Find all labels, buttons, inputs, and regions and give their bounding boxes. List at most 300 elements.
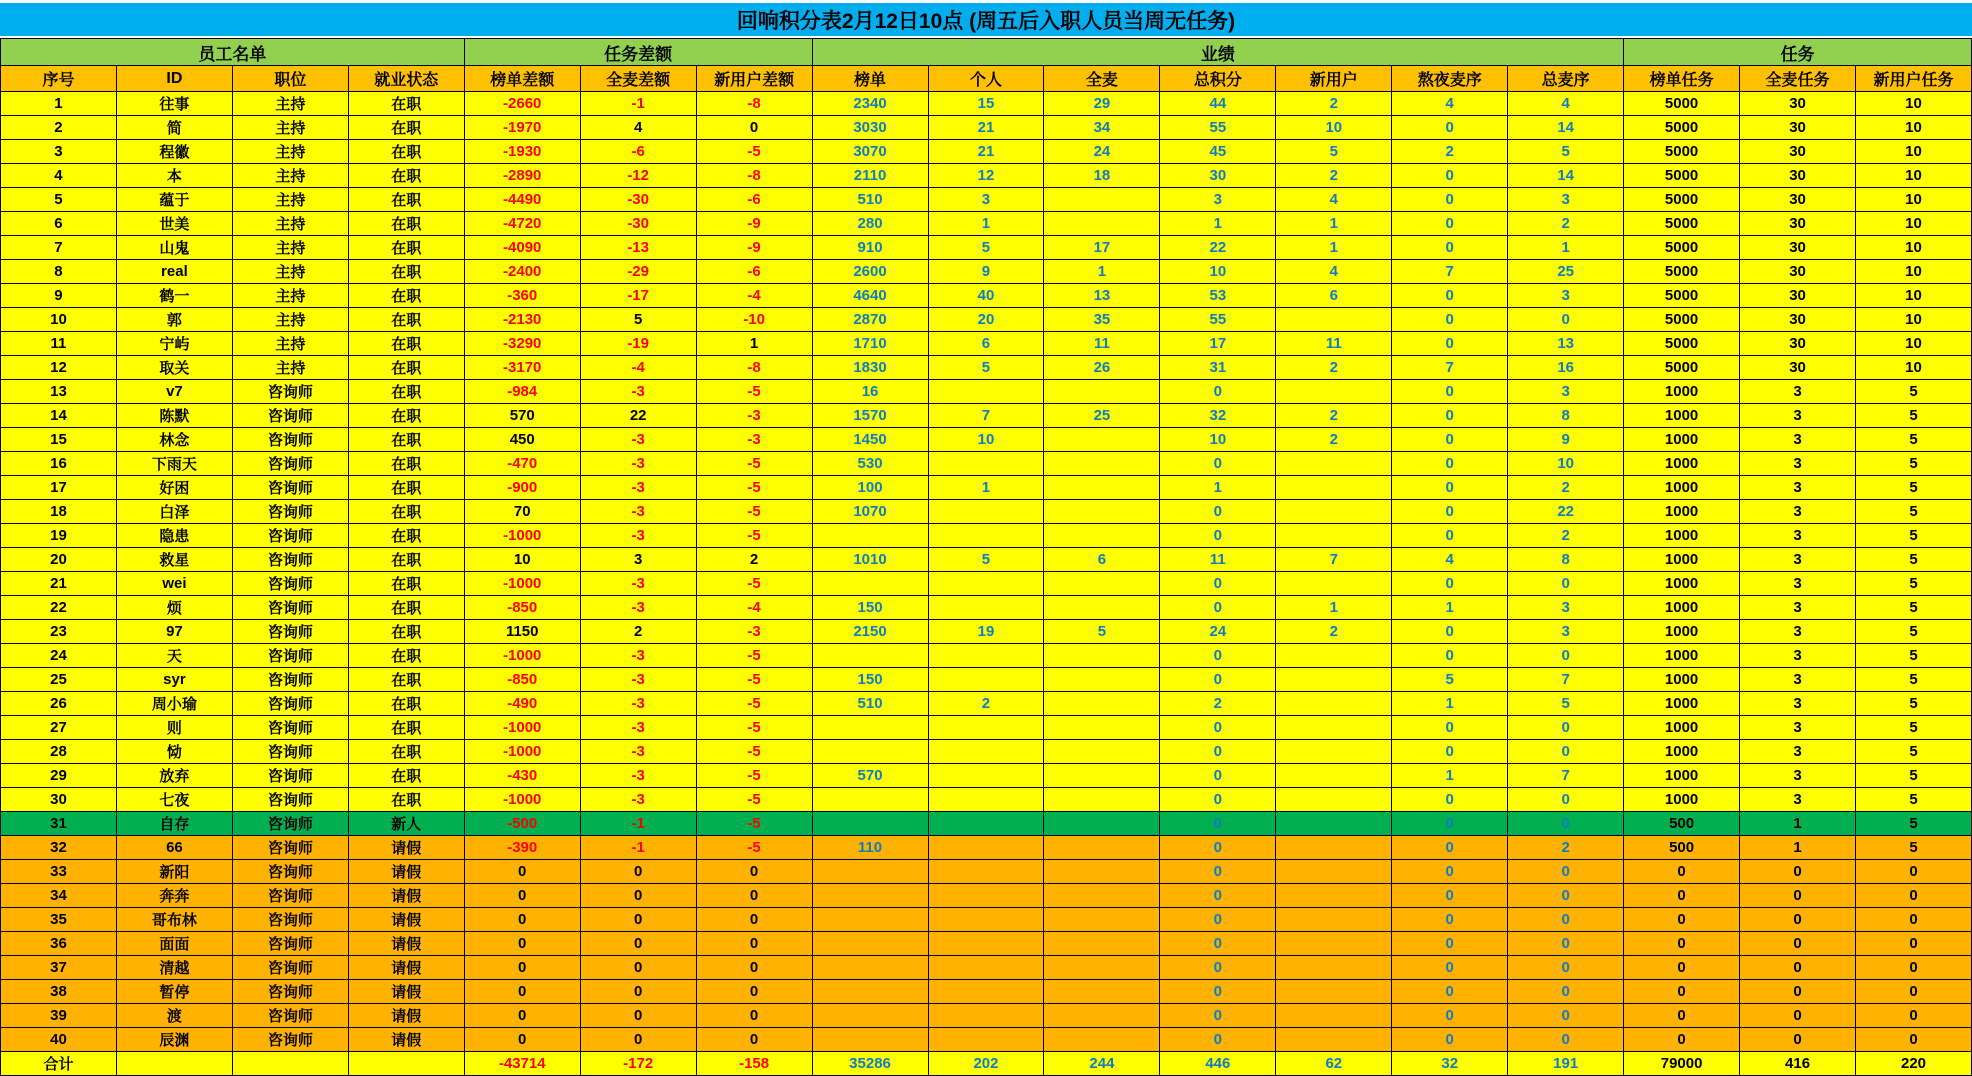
cell-16-list-diff[interactable]: -470 [464, 452, 580, 476]
cell-28-position[interactable]: 咨询师 [232, 740, 348, 764]
cell-22-newuser-diff[interactable]: -4 [696, 596, 812, 620]
cell-10-newuser-task[interactable]: 10 [1856, 308, 1972, 332]
cell-1-position[interactable]: 主持 [232, 92, 348, 116]
cell-18-newuser[interactable] [1276, 500, 1392, 524]
cell-20-list-diff[interactable]: 10 [464, 548, 580, 572]
cell-14-newuser-diff[interactable]: -3 [696, 404, 812, 428]
cell-40-latenight-mic[interactable]: 0 [1392, 1028, 1508, 1052]
cell-27-newuser-task[interactable]: 5 [1856, 716, 1972, 740]
cell-32-allmic[interactable] [1044, 836, 1160, 860]
cell-4-list[interactable]: 2110 [812, 164, 928, 188]
cell-17-newuser-task[interactable]: 5 [1856, 476, 1972, 500]
cell-8-allmic-task[interactable]: 30 [1740, 260, 1856, 284]
cell-34-list[interactable] [812, 884, 928, 908]
cell-12-allmic-task[interactable]: 30 [1740, 356, 1856, 380]
cell-3-allmic-task[interactable]: 30 [1740, 140, 1856, 164]
cell-6-allmic-task[interactable]: 30 [1740, 212, 1856, 236]
cell-28-personal[interactable] [928, 740, 1044, 764]
cell-38-allmic[interactable] [1044, 980, 1160, 1004]
cell-4-latenight-mic[interactable]: 0 [1392, 164, 1508, 188]
cell-38-position[interactable]: 咨询师 [232, 980, 348, 1004]
cell-40-newuser-task[interactable]: 0 [1856, 1028, 1972, 1052]
cell-3-list[interactable]: 3070 [812, 140, 928, 164]
cell-39-index[interactable]: 39 [1, 1004, 117, 1028]
cell-34-status[interactable]: 请假 [348, 884, 464, 908]
cell-39-id[interactable]: 渡 [116, 1004, 232, 1028]
cell-1-newuser-task[interactable]: 10 [1856, 92, 1972, 116]
cell-26-total-points[interactable]: 2 [1160, 692, 1276, 716]
cell-6-newuser-diff[interactable]: -9 [696, 212, 812, 236]
cell-27-latenight-mic[interactable]: 0 [1392, 716, 1508, 740]
cell-14-allmic-task[interactable]: 3 [1740, 404, 1856, 428]
cell-30-status[interactable]: 在职 [348, 788, 464, 812]
cell-19-id[interactable]: 隐患 [116, 524, 232, 548]
cell-37-position[interactable]: 咨询师 [232, 956, 348, 980]
cell-10-personal[interactable]: 20 [928, 308, 1044, 332]
cell-30-allmic[interactable] [1044, 788, 1160, 812]
cell-28-list-diff[interactable]: -1000 [464, 740, 580, 764]
cell-5-list-diff[interactable]: -4490 [464, 188, 580, 212]
cell-33-status[interactable]: 请假 [348, 860, 464, 884]
cell-34-list-task[interactable]: 0 [1624, 884, 1740, 908]
cell-total-position[interactable] [232, 1052, 348, 1076]
cell-13-allmic-task[interactable]: 3 [1740, 380, 1856, 404]
cell-21-index[interactable]: 21 [1, 572, 117, 596]
cell-27-list-task[interactable]: 1000 [1624, 716, 1740, 740]
cell-30-position[interactable]: 咨询师 [232, 788, 348, 812]
cell-total-newuser[interactable]: 62 [1276, 1052, 1392, 1076]
cell-28-total-mic[interactable]: 0 [1508, 740, 1624, 764]
cell-21-total-points[interactable]: 0 [1160, 572, 1276, 596]
cell-26-newuser-task[interactable]: 5 [1856, 692, 1972, 716]
cell-22-personal[interactable] [928, 596, 1044, 620]
cell-2-allmic[interactable]: 34 [1044, 116, 1160, 140]
cell-17-latenight-mic[interactable]: 0 [1392, 476, 1508, 500]
cell-25-status[interactable]: 在职 [348, 668, 464, 692]
cell-14-personal[interactable]: 7 [928, 404, 1044, 428]
cell-35-personal[interactable] [928, 908, 1044, 932]
cell-26-index[interactable]: 26 [1, 692, 117, 716]
cell-2-personal[interactable]: 21 [928, 116, 1044, 140]
cell-6-newuser-task[interactable]: 10 [1856, 212, 1972, 236]
cell-total-latenight-mic[interactable]: 32 [1392, 1052, 1508, 1076]
cell-11-allmic-diff[interactable]: -19 [580, 332, 696, 356]
cell-22-allmic-task[interactable]: 3 [1740, 596, 1856, 620]
cell-19-allmic-diff[interactable]: -3 [580, 524, 696, 548]
cell-34-newuser-diff[interactable]: 0 [696, 884, 812, 908]
cell-3-list-task[interactable]: 5000 [1624, 140, 1740, 164]
cell-13-total-mic[interactable]: 3 [1508, 380, 1624, 404]
cell-13-status[interactable]: 在职 [348, 380, 464, 404]
cell-35-list-diff[interactable]: 0 [464, 908, 580, 932]
cell-2-list[interactable]: 3030 [812, 116, 928, 140]
cell-35-allmic-task[interactable]: 0 [1740, 908, 1856, 932]
cell-31-list[interactable] [812, 812, 928, 836]
cell-36-index[interactable]: 36 [1, 932, 117, 956]
cell-5-position[interactable]: 主持 [232, 188, 348, 212]
cell-32-allmic-diff[interactable]: -1 [580, 836, 696, 860]
cell-3-index[interactable]: 3 [1, 140, 117, 164]
cell-33-list[interactable] [812, 860, 928, 884]
cell-24-total-mic[interactable]: 0 [1508, 644, 1624, 668]
cell-17-status[interactable]: 在职 [348, 476, 464, 500]
cell-34-total-points[interactable]: 0 [1160, 884, 1276, 908]
cell-8-personal[interactable]: 9 [928, 260, 1044, 284]
cell-28-list-task[interactable]: 1000 [1624, 740, 1740, 764]
cell-31-allmic[interactable] [1044, 812, 1160, 836]
cell-12-list-task[interactable]: 5000 [1624, 356, 1740, 380]
cell-1-allmic[interactable]: 29 [1044, 92, 1160, 116]
cell-4-newuser-task[interactable]: 10 [1856, 164, 1972, 188]
cell-22-list-task[interactable]: 1000 [1624, 596, 1740, 620]
cell-4-newuser[interactable]: 2 [1276, 164, 1392, 188]
cell-31-allmic-task[interactable]: 1 [1740, 812, 1856, 836]
cell-11-status[interactable]: 在职 [348, 332, 464, 356]
cell-12-newuser-task[interactable]: 10 [1856, 356, 1972, 380]
cell-4-status[interactable]: 在职 [348, 164, 464, 188]
cell-total-allmic-diff[interactable]: -172 [580, 1052, 696, 1076]
cell-36-status[interactable]: 请假 [348, 932, 464, 956]
cell-3-newuser-task[interactable]: 10 [1856, 140, 1972, 164]
cell-14-allmic-diff[interactable]: 22 [580, 404, 696, 428]
cell-27-position[interactable]: 咨询师 [232, 716, 348, 740]
cell-30-allmic-diff[interactable]: -3 [580, 788, 696, 812]
cell-11-allmic-task[interactable]: 30 [1740, 332, 1856, 356]
cell-30-list-diff[interactable]: -1000 [464, 788, 580, 812]
cell-3-allmic[interactable]: 24 [1044, 140, 1160, 164]
cell-10-index[interactable]: 10 [1, 308, 117, 332]
cell-27-allmic[interactable] [1044, 716, 1160, 740]
cell-35-newuser[interactable] [1276, 908, 1392, 932]
cell-11-list-task[interactable]: 5000 [1624, 332, 1740, 356]
cell-total-index[interactable]: 合计 [1, 1052, 117, 1076]
cell-25-list[interactable]: 150 [812, 668, 928, 692]
cell-29-index[interactable]: 29 [1, 764, 117, 788]
cell-23-list-diff[interactable]: 1150 [464, 620, 580, 644]
cell-6-latenight-mic[interactable]: 0 [1392, 212, 1508, 236]
cell-2-newuser-task[interactable]: 10 [1856, 116, 1972, 140]
cell-29-latenight-mic[interactable]: 1 [1392, 764, 1508, 788]
cell-15-personal[interactable]: 10 [928, 428, 1044, 452]
cell-40-allmic[interactable] [1044, 1028, 1160, 1052]
cell-28-allmic[interactable] [1044, 740, 1160, 764]
cell-21-id[interactable]: wei [116, 572, 232, 596]
cell-23-allmic[interactable]: 5 [1044, 620, 1160, 644]
cell-24-list-diff[interactable]: -1000 [464, 644, 580, 668]
cell-total-id[interactable] [116, 1052, 232, 1076]
cell-38-newuser-task[interactable]: 0 [1856, 980, 1972, 1004]
cell-31-newuser[interactable] [1276, 812, 1392, 836]
cell-28-status[interactable]: 在职 [348, 740, 464, 764]
cell-29-position[interactable]: 咨询师 [232, 764, 348, 788]
cell-33-list-diff[interactable]: 0 [464, 860, 580, 884]
cell-10-total-points[interactable]: 55 [1160, 308, 1276, 332]
cell-25-newuser-task[interactable]: 5 [1856, 668, 1972, 692]
cell-16-list[interactable]: 530 [812, 452, 928, 476]
cell-14-position[interactable]: 咨询师 [232, 404, 348, 428]
cell-9-status[interactable]: 在职 [348, 284, 464, 308]
cell-20-index[interactable]: 20 [1, 548, 117, 572]
cell-29-personal[interactable] [928, 764, 1044, 788]
cell-40-status[interactable]: 请假 [348, 1028, 464, 1052]
cell-32-personal[interactable] [928, 836, 1044, 860]
cell-18-allmic-diff[interactable]: -3 [580, 500, 696, 524]
cell-39-status[interactable]: 请假 [348, 1004, 464, 1028]
cell-18-total-points[interactable]: 0 [1160, 500, 1276, 524]
cell-23-index[interactable]: 23 [1, 620, 117, 644]
cell-33-total-mic[interactable]: 0 [1508, 860, 1624, 884]
cell-1-total-mic[interactable]: 4 [1508, 92, 1624, 116]
cell-37-total-points[interactable]: 0 [1160, 956, 1276, 980]
cell-16-newuser-task[interactable]: 5 [1856, 452, 1972, 476]
cell-22-index[interactable]: 22 [1, 596, 117, 620]
cell-35-total-points[interactable]: 0 [1160, 908, 1276, 932]
cell-8-allmic[interactable]: 1 [1044, 260, 1160, 284]
cell-17-allmic[interactable] [1044, 476, 1160, 500]
cell-13-list[interactable]: 16 [812, 380, 928, 404]
cell-3-allmic-diff[interactable]: -6 [580, 140, 696, 164]
cell-35-total-mic[interactable]: 0 [1508, 908, 1624, 932]
cell-37-total-mic[interactable]: 0 [1508, 956, 1624, 980]
cell-6-list[interactable]: 280 [812, 212, 928, 236]
cell-27-id[interactable]: 则 [116, 716, 232, 740]
cell-34-index[interactable]: 34 [1, 884, 117, 908]
cell-39-newuser[interactable] [1276, 1004, 1392, 1028]
cell-13-total-points[interactable]: 0 [1160, 380, 1276, 404]
cell-29-total-mic[interactable]: 7 [1508, 764, 1624, 788]
cell-total-status[interactable] [348, 1052, 464, 1076]
cell-32-total-points[interactable]: 0 [1160, 836, 1276, 860]
cell-28-allmic-diff[interactable]: -3 [580, 740, 696, 764]
cell-13-list-task[interactable]: 1000 [1624, 380, 1740, 404]
cell-25-latenight-mic[interactable]: 5 [1392, 668, 1508, 692]
cell-24-position[interactable]: 咨询师 [232, 644, 348, 668]
cell-34-total-mic[interactable]: 0 [1508, 884, 1624, 908]
cell-21-list-diff[interactable]: -1000 [464, 572, 580, 596]
cell-22-list[interactable]: 150 [812, 596, 928, 620]
cell-30-list[interactable] [812, 788, 928, 812]
cell-20-personal[interactable]: 5 [928, 548, 1044, 572]
cell-16-total-points[interactable]: 0 [1160, 452, 1276, 476]
cell-11-newuser-diff[interactable]: 1 [696, 332, 812, 356]
cell-7-list-diff[interactable]: -4090 [464, 236, 580, 260]
cell-7-list-task[interactable]: 5000 [1624, 236, 1740, 260]
cell-37-list[interactable] [812, 956, 928, 980]
cell-24-total-points[interactable]: 0 [1160, 644, 1276, 668]
cell-8-total-mic[interactable]: 25 [1508, 260, 1624, 284]
cell-35-index[interactable]: 35 [1, 908, 117, 932]
cell-total-list-task[interactable]: 79000 [1624, 1052, 1740, 1076]
cell-10-id[interactable]: 郭 [116, 308, 232, 332]
cell-14-newuser-task[interactable]: 5 [1856, 404, 1972, 428]
cell-38-latenight-mic[interactable]: 0 [1392, 980, 1508, 1004]
cell-10-allmic-diff[interactable]: 5 [580, 308, 696, 332]
cell-11-position[interactable]: 主持 [232, 332, 348, 356]
cell-18-id[interactable]: 白泽 [116, 500, 232, 524]
cell-19-personal[interactable] [928, 524, 1044, 548]
cell-38-index[interactable]: 38 [1, 980, 117, 1004]
cell-3-newuser-diff[interactable]: -5 [696, 140, 812, 164]
cell-36-latenight-mic[interactable]: 0 [1392, 932, 1508, 956]
cell-3-list-diff[interactable]: -1930 [464, 140, 580, 164]
cell-5-total-mic[interactable]: 3 [1508, 188, 1624, 212]
cell-6-allmic[interactable] [1044, 212, 1160, 236]
cell-29-list-diff[interactable]: -430 [464, 764, 580, 788]
cell-18-allmic-task[interactable]: 3 [1740, 500, 1856, 524]
cell-3-latenight-mic[interactable]: 2 [1392, 140, 1508, 164]
cell-39-total-points[interactable]: 0 [1160, 1004, 1276, 1028]
cell-22-position[interactable]: 咨询师 [232, 596, 348, 620]
cell-6-index[interactable]: 6 [1, 212, 117, 236]
cell-25-personal[interactable] [928, 668, 1044, 692]
cell-33-position[interactable]: 咨询师 [232, 860, 348, 884]
cell-8-latenight-mic[interactable]: 7 [1392, 260, 1508, 284]
cell-9-list-task[interactable]: 5000 [1624, 284, 1740, 308]
cell-11-newuser[interactable]: 11 [1276, 332, 1392, 356]
cell-38-allmic-task[interactable]: 0 [1740, 980, 1856, 1004]
cell-24-list[interactable] [812, 644, 928, 668]
cell-19-newuser-task[interactable]: 5 [1856, 524, 1972, 548]
cell-14-total-mic[interactable]: 8 [1508, 404, 1624, 428]
cell-11-list-diff[interactable]: -3290 [464, 332, 580, 356]
cell-12-total-mic[interactable]: 16 [1508, 356, 1624, 380]
cell-18-status[interactable]: 在职 [348, 500, 464, 524]
cell-37-list-task[interactable]: 0 [1624, 956, 1740, 980]
cell-5-allmic-diff[interactable]: -30 [580, 188, 696, 212]
cell-13-position[interactable]: 咨询师 [232, 380, 348, 404]
cell-25-allmic[interactable] [1044, 668, 1160, 692]
cell-21-total-mic[interactable]: 0 [1508, 572, 1624, 596]
cell-40-total-points[interactable]: 0 [1160, 1028, 1276, 1052]
cell-26-list-diff[interactable]: -490 [464, 692, 580, 716]
cell-19-list[interactable] [812, 524, 928, 548]
cell-23-status[interactable]: 在职 [348, 620, 464, 644]
cell-28-newuser-diff[interactable]: -5 [696, 740, 812, 764]
cell-38-personal[interactable] [928, 980, 1044, 1004]
cell-18-personal[interactable] [928, 500, 1044, 524]
cell-36-list-task[interactable]: 0 [1624, 932, 1740, 956]
cell-6-status[interactable]: 在职 [348, 212, 464, 236]
cell-11-index[interactable]: 11 [1, 332, 117, 356]
cell-29-status[interactable]: 在职 [348, 764, 464, 788]
cell-39-list-diff[interactable]: 0 [464, 1004, 580, 1028]
cell-19-allmic-task[interactable]: 3 [1740, 524, 1856, 548]
cell-4-index[interactable]: 4 [1, 164, 117, 188]
cell-25-newuser-diff[interactable]: -5 [696, 668, 812, 692]
cell-total-list-diff[interactable]: -43714 [464, 1052, 580, 1076]
cell-1-list-diff[interactable]: -2660 [464, 92, 580, 116]
cell-2-id[interactable]: 简 [116, 116, 232, 140]
cell-26-list-task[interactable]: 1000 [1624, 692, 1740, 716]
cell-24-allmic-diff[interactable]: -3 [580, 644, 696, 668]
cell-24-personal[interactable] [928, 644, 1044, 668]
cell-33-list-task[interactable]: 0 [1624, 860, 1740, 884]
cell-20-total-mic[interactable]: 8 [1508, 548, 1624, 572]
cell-19-total-points[interactable]: 0 [1160, 524, 1276, 548]
cell-20-list-task[interactable]: 1000 [1624, 548, 1740, 572]
cell-1-list-task[interactable]: 5000 [1624, 92, 1740, 116]
cell-5-newuser-diff[interactable]: -6 [696, 188, 812, 212]
cell-24-newuser-diff[interactable]: -5 [696, 644, 812, 668]
cell-2-position[interactable]: 主持 [232, 116, 348, 140]
cell-total-total-mic[interactable]: 191 [1508, 1052, 1624, 1076]
cell-6-personal[interactable]: 1 [928, 212, 1044, 236]
cell-15-allmic-task[interactable]: 3 [1740, 428, 1856, 452]
cell-35-latenight-mic[interactable]: 0 [1392, 908, 1508, 932]
cell-36-allmic-task[interactable]: 0 [1740, 932, 1856, 956]
cell-12-allmic[interactable]: 26 [1044, 356, 1160, 380]
cell-28-total-points[interactable]: 0 [1160, 740, 1276, 764]
cell-17-total-mic[interactable]: 2 [1508, 476, 1624, 500]
cell-28-latenight-mic[interactable]: 0 [1392, 740, 1508, 764]
cell-11-personal[interactable]: 6 [928, 332, 1044, 356]
cell-15-index[interactable]: 15 [1, 428, 117, 452]
cell-37-list-diff[interactable]: 0 [464, 956, 580, 980]
cell-38-list-diff[interactable]: 0 [464, 980, 580, 1004]
cell-33-total-points[interactable]: 0 [1160, 860, 1276, 884]
cell-14-allmic[interactable]: 25 [1044, 404, 1160, 428]
cell-21-list[interactable] [812, 572, 928, 596]
cell-3-position[interactable]: 主持 [232, 140, 348, 164]
cell-3-status[interactable]: 在职 [348, 140, 464, 164]
cell-40-position[interactable]: 咨询师 [232, 1028, 348, 1052]
cell-39-list[interactable] [812, 1004, 928, 1028]
cell-34-personal[interactable] [928, 884, 1044, 908]
cell-30-index[interactable]: 30 [1, 788, 117, 812]
cell-13-index[interactable]: 13 [1, 380, 117, 404]
cell-24-id[interactable]: 天 [116, 644, 232, 668]
cell-total-allmic[interactable]: 244 [1044, 1052, 1160, 1076]
cell-24-status[interactable]: 在职 [348, 644, 464, 668]
cell-37-newuser-task[interactable]: 0 [1856, 956, 1972, 980]
cell-7-newuser-diff[interactable]: -9 [696, 236, 812, 260]
cell-12-list-diff[interactable]: -3170 [464, 356, 580, 380]
cell-32-newuser[interactable] [1276, 836, 1392, 860]
cell-11-allmic[interactable]: 11 [1044, 332, 1160, 356]
cell-28-id[interactable]: 恸 [116, 740, 232, 764]
cell-4-position[interactable]: 主持 [232, 164, 348, 188]
cell-32-allmic-task[interactable]: 1 [1740, 836, 1856, 860]
cell-9-allmic[interactable]: 13 [1044, 284, 1160, 308]
cell-32-latenight-mic[interactable]: 0 [1392, 836, 1508, 860]
cell-18-list[interactable]: 1070 [812, 500, 928, 524]
cell-19-total-mic[interactable]: 2 [1508, 524, 1624, 548]
cell-38-total-points[interactable]: 0 [1160, 980, 1276, 1004]
cell-2-allmic-task[interactable]: 30 [1740, 116, 1856, 140]
cell-8-index[interactable]: 8 [1, 260, 117, 284]
cell-39-newuser-diff[interactable]: 0 [696, 1004, 812, 1028]
cell-33-personal[interactable] [928, 860, 1044, 884]
cell-17-position[interactable]: 咨询师 [232, 476, 348, 500]
cell-35-position[interactable]: 咨询师 [232, 908, 348, 932]
cell-19-newuser-diff[interactable]: -5 [696, 524, 812, 548]
cell-34-position[interactable]: 咨询师 [232, 884, 348, 908]
cell-15-newuser[interactable]: 2 [1276, 428, 1392, 452]
cell-23-personal[interactable]: 19 [928, 620, 1044, 644]
cell-27-newuser-diff[interactable]: -5 [696, 716, 812, 740]
cell-20-allmic[interactable]: 6 [1044, 548, 1160, 572]
cell-25-allmic-diff[interactable]: -3 [580, 668, 696, 692]
cell-34-list-diff[interactable]: 0 [464, 884, 580, 908]
cell-12-position[interactable]: 主持 [232, 356, 348, 380]
cell-5-index[interactable]: 5 [1, 188, 117, 212]
cell-21-allmic-task[interactable]: 3 [1740, 572, 1856, 596]
cell-21-newuser-task[interactable]: 5 [1856, 572, 1972, 596]
cell-36-newuser-task[interactable]: 0 [1856, 932, 1972, 956]
cell-27-allmic-task[interactable]: 3 [1740, 716, 1856, 740]
cell-34-allmic-task[interactable]: 0 [1740, 884, 1856, 908]
cell-31-personal[interactable] [928, 812, 1044, 836]
